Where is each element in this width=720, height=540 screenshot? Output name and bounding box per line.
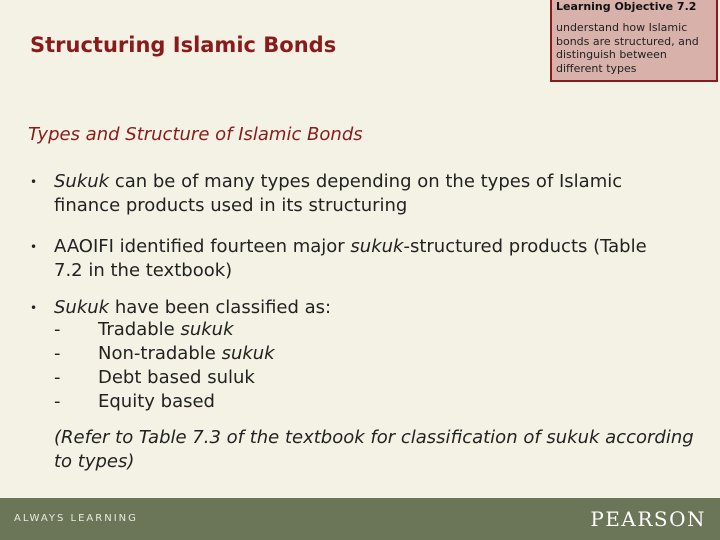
bullet-body-post: -structured products (Table 7.2 in the textbook) bbox=[54, 236, 647, 281]
pearson-logo: PEARSON bbox=[590, 507, 706, 531]
bullet-text bbox=[54, 296, 674, 320]
bullet-body: have been classified as: bbox=[109, 297, 332, 318]
classification-label: Non-tradable bbox=[98, 343, 222, 364]
classification-italic: sukuk bbox=[180, 319, 234, 340]
bullet-body-pre: AAOIFI identified fourteen major bbox=[54, 236, 351, 257]
classification-text bbox=[98, 366, 255, 390]
learning-objective-box bbox=[550, 0, 718, 82]
bullet-lead-italic: Sukuk bbox=[54, 297, 110, 318]
bullet-text bbox=[54, 170, 674, 218]
classification-text bbox=[98, 390, 215, 414]
learning-objective-heading: Learning Objective 7.2 bbox=[556, 0, 697, 13]
classification-label: Tradable bbox=[98, 319, 181, 340]
bullet-italic: sukuk bbox=[350, 236, 404, 257]
classification-label: Debt based suluk bbox=[98, 367, 255, 388]
slide-title: Structuring Islamic Bonds bbox=[30, 33, 337, 57]
classification-italic: sukuk bbox=[221, 343, 275, 364]
bullet-text bbox=[54, 235, 674, 283]
footer-bar bbox=[0, 498, 720, 540]
classification-label: Equity based bbox=[98, 391, 215, 412]
learning-objective-text: understand how Islamic bonds are structured, and distinguish between different types bbox=[556, 21, 699, 75]
footer-tagline: ALWAYS LEARNING bbox=[14, 513, 138, 524]
dash-marker: - bbox=[54, 391, 61, 412]
classification-text bbox=[98, 318, 234, 342]
dash-marker: - bbox=[54, 367, 61, 388]
reference-note: (Refer to Table 7.3 of the textbook for classification of sukuk according to types) bbox=[54, 427, 694, 472]
section-subheading: Types and Structure of Islamic Bonds bbox=[28, 124, 363, 145]
dash-marker: - bbox=[54, 319, 61, 340]
bullet-dot-icon: • bbox=[30, 240, 38, 254]
bullet-body: can be of many types depending on the types of Islamic finance products used in its structuring bbox=[54, 171, 623, 216]
bullet-dot-icon: • bbox=[30, 301, 38, 315]
bullet-lead-italic: Sukuk bbox=[54, 171, 110, 192]
bullet-dot-icon: • bbox=[30, 175, 38, 189]
classification-text bbox=[98, 342, 275, 366]
dash-marker: - bbox=[54, 343, 61, 364]
